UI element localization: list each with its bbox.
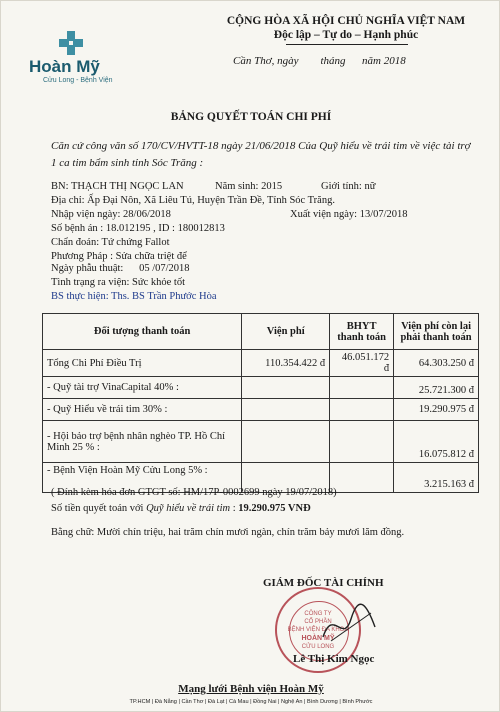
motto-underline	[286, 44, 408, 45]
settlement-colon: :	[230, 503, 239, 514]
footer-branches: TP.HCM | Đà Nẵng | Cần Thơ | Đà Lạt | Cà Mau | Đồng Nai | Nghệ An | Bình Dương | Bình Phước	[129, 699, 373, 705]
row-label: - Bệnh Viện Hoàn Mỹ Cửu Long 5% :	[43, 463, 242, 493]
signer-name: Lê Thị Kim Ngọc	[293, 653, 375, 665]
row-fee	[242, 377, 330, 399]
col-header-remain: Viện phí còn lại phải thanh toán	[394, 314, 479, 350]
row-remain: 16.075.812 đ	[394, 421, 479, 463]
stamp-line: CÔNG TY	[304, 611, 332, 617]
invoice-note: ( Đính kèm hóa đơn GTGT số: HM/17P-0002699 ngày 19/07/2018)	[51, 487, 337, 498]
record-number: Số bệnh án : 18.012195 , ID : 180012813	[51, 223, 225, 234]
admit-date: Nhập viện ngày: 28/06/2018	[51, 209, 171, 220]
row-bhyt	[330, 421, 394, 463]
payment-table	[42, 313, 479, 493]
stamp-line: BỆNH VIỆN ĐA KHOA	[287, 627, 349, 633]
row-label: Tổng Chi Phí Điều Trị	[43, 350, 242, 377]
logo-subtitle: Cửu Long - Bệnh Viện	[43, 77, 113, 84]
patient-birth: Năm sinh: 2015	[215, 181, 283, 192]
surgery-date: Ngày phẫu thuật: 05 /07/2018	[51, 263, 190, 274]
patient-name: BN: THẠCH THỊ NGỌC LAN	[51, 181, 184, 192]
diagnosis: Chẩn đoán: Tứ chứng Fallot	[51, 237, 170, 248]
row-remain: 25.721.300 đ	[394, 377, 479, 399]
row-bhyt: 46.051.172 đ	[330, 350, 394, 377]
row-bhyt	[330, 463, 394, 493]
document-title: BẢNG QUYẾT TOÁN CHI PHÍ	[170, 111, 332, 123]
row-fee	[242, 421, 330, 463]
date-line: Cần Thơ, ngày tháng năm 2018	[233, 55, 406, 67]
stamp-line: CỬU LONG	[301, 644, 335, 650]
row-fee: 110.354.422 đ	[242, 350, 330, 377]
patient-address: Địa chỉ: Ấp Đại Nôn, Xã Liêu Tú, Huyện Trần Đề, Tỉnh Sóc Trăng.	[51, 195, 335, 206]
table-row	[43, 399, 479, 421]
table-header-row	[43, 314, 479, 350]
row-remain: 3.215.163 đ	[394, 463, 479, 493]
settlement-line	[51, 503, 311, 514]
national-motto: Độc lập – Tự do – Hạnh phúc	[273, 29, 419, 41]
logo-name: Hoàn Mỹ	[29, 57, 100, 76]
row-fee	[242, 399, 330, 421]
treatment-method: Phương Pháp : Sửa chữa triệt để	[51, 251, 187, 262]
settlement-fund: Quỹ hiểu về trái tim	[146, 503, 231, 514]
row-label: - Quỹ tài trợ VinaCapital 40% :	[43, 377, 242, 399]
discharge-status: Tình trạng ra viện: Sức khỏe tốt	[51, 277, 185, 288]
national-title: CỘNG HÒA XÃ HỘI CHỦ NGHĨA VIỆT NAM	[226, 15, 466, 27]
row-remain: 19.290.975 đ	[394, 399, 479, 421]
table-row	[43, 350, 479, 377]
hospital-logo	[29, 31, 119, 84]
amount-in-words: Bằng chữ: Mười chín triệu, hai trăm chín mươi ngàn, chín trăm bảy mươi lăm đồng.	[51, 527, 405, 538]
settlement-amount: 19.290.975 VNĐ	[238, 503, 311, 514]
basis-paragraph: Căn cứ công văn số 170/CV/HVTT-18 ngày 21/06/2018 Của Quỹ hiểu về trái tim về việc tài trợ 1 ca tim bẩm sinh tỉnh Sóc Trăng :	[51, 140, 471, 169]
row-remain: 64.303.250 đ	[394, 350, 479, 377]
discharge-date: Xuất viện ngày: 13/07/2018	[290, 209, 408, 220]
settlement-prefix: Số tiền quyết toán với	[51, 503, 147, 514]
signature-title: GIÁM ĐỐC TÀI CHÍNH	[263, 577, 384, 589]
handwritten-signature	[319, 597, 379, 647]
row-label: - Hội bảo trợ bệnh nhân nghèo TP. Hồ Chí Minh 25 % :	[43, 421, 242, 463]
row-bhyt	[330, 399, 394, 421]
medical-cross-icon	[59, 31, 83, 55]
col-header-bhyt: BHYT thanh toán	[330, 314, 394, 350]
table-row	[43, 377, 479, 399]
row-label: - Quỹ Hiểu về trái tim 30% :	[43, 399, 242, 421]
patient-gender: Giới tính: nữ	[321, 181, 376, 192]
col-header-payer: Đối tượng thanh toán	[43, 314, 242, 350]
doctor: BS thực hiện: Ths. BS Trần Phước Hòa	[51, 291, 217, 302]
row-bhyt	[330, 377, 394, 399]
stamp-line: CỔ PHẦN	[304, 619, 332, 625]
footer-network: Mạng lưới Bệnh viện Hoàn Mỹ	[178, 683, 324, 695]
stamp-line: HOÀN MỸ	[301, 635, 335, 642]
col-header-fee: Viện phí	[242, 314, 330, 350]
table-row	[43, 421, 479, 463]
